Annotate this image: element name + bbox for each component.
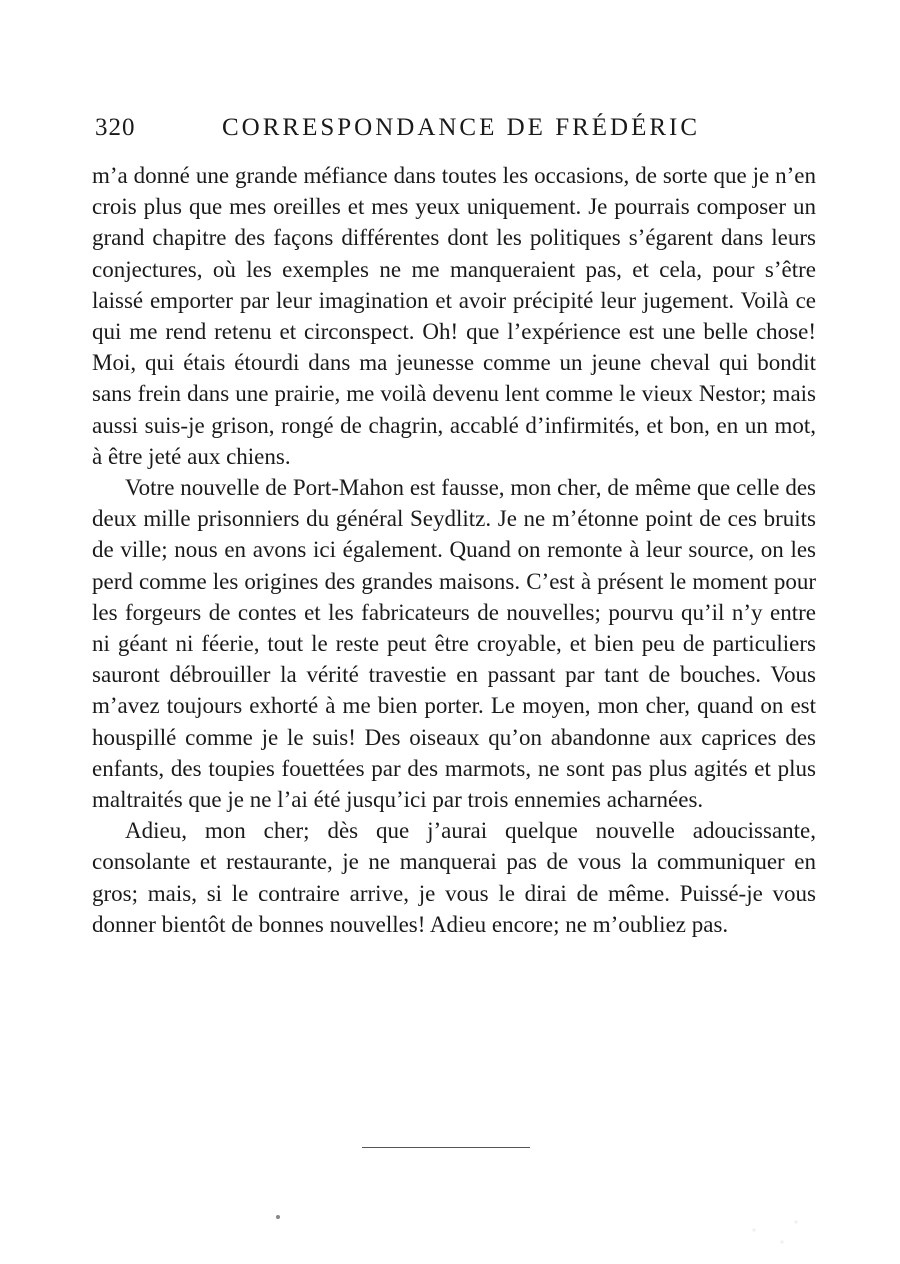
paragraph: Votre nouvelle de Port-Mahon est fausse, mon cher, de même que celle des deux mille prisonniers du général Seydlitz. Je ne m’étonne point de ces bruits de ville; nous en avons ici également. Quand on remonte à leur source, on les perd comme les origines des grandes maisons. C’est à présent le moment pour les forgeurs de contes et les fabricateurs de nouvelles; pourvu qu’il n’y entre ni géant ni féerie, tout le reste peut être croyable, et bien peu de particuliers sauront débrouiller la vérité travestie en passant par tant de bouches. Vous m’avez toujours exhorté à me bien porter. Le moyen, mon cher, quand on est houspillé comme je le suis! Des oiseaux qu’on abandonne aux caprices des enfants, des toupies fouettées par des marmots, ne sont pas plus agités et plus maltraités que je ne l’ai été jusqu’ici par trois ennemies acharnées. [92,475,816,813]
paper-blemish [740,1214,810,1254]
page-number: 320 [95,114,136,141]
running-title: CORRESPONDANCE DE FRÉDÉRIC [222,114,701,141]
print-speck [276,1215,280,1219]
section-divider-rule [362,1147,530,1148]
paragraph-continued: m’a donné une grande méfiance dans toutes les occasions, de sorte que je n’en crois plus que mes oreilles et mes yeux uniquement. Je pourrais composer un grand chapitre des façons différentes dont les politiques s’égarent dans leurs conjectures, où les exemples ne me manqueraient pas, et cela, pour s’être laissé emporter par leur imagination et avoir précipité leur jugement. Voilà ce qui me rend retenu et circonspect. Oh! que l’expérience est une belle chose! Moi, qui étais étourdi dans ma jeunesse comme un jeune cheval qui bondit sans frein dans une prairie, me voilà devenu lent comme le vieux Nestor; mais aussi suis-je grison, rongé de chagrin, accablé d’infirmités, et bon, en un mot, à être jeté aux chiens. [92,163,816,469]
paragraph: Adieu, mon cher; dès que j’aurai quelque nouvelle adoucissante, consolante et restaurante, je ne manquerai pas de vous la communiquer en gros; mais, si le contraire arrive, je vous le dirai de même. Puissé-je vous donner bientôt de bonnes nouvelles! Adieu encore; ne m’oubliez pas. [92,818,816,937]
letter-body [92,160,816,940]
running-head [95,114,815,150]
